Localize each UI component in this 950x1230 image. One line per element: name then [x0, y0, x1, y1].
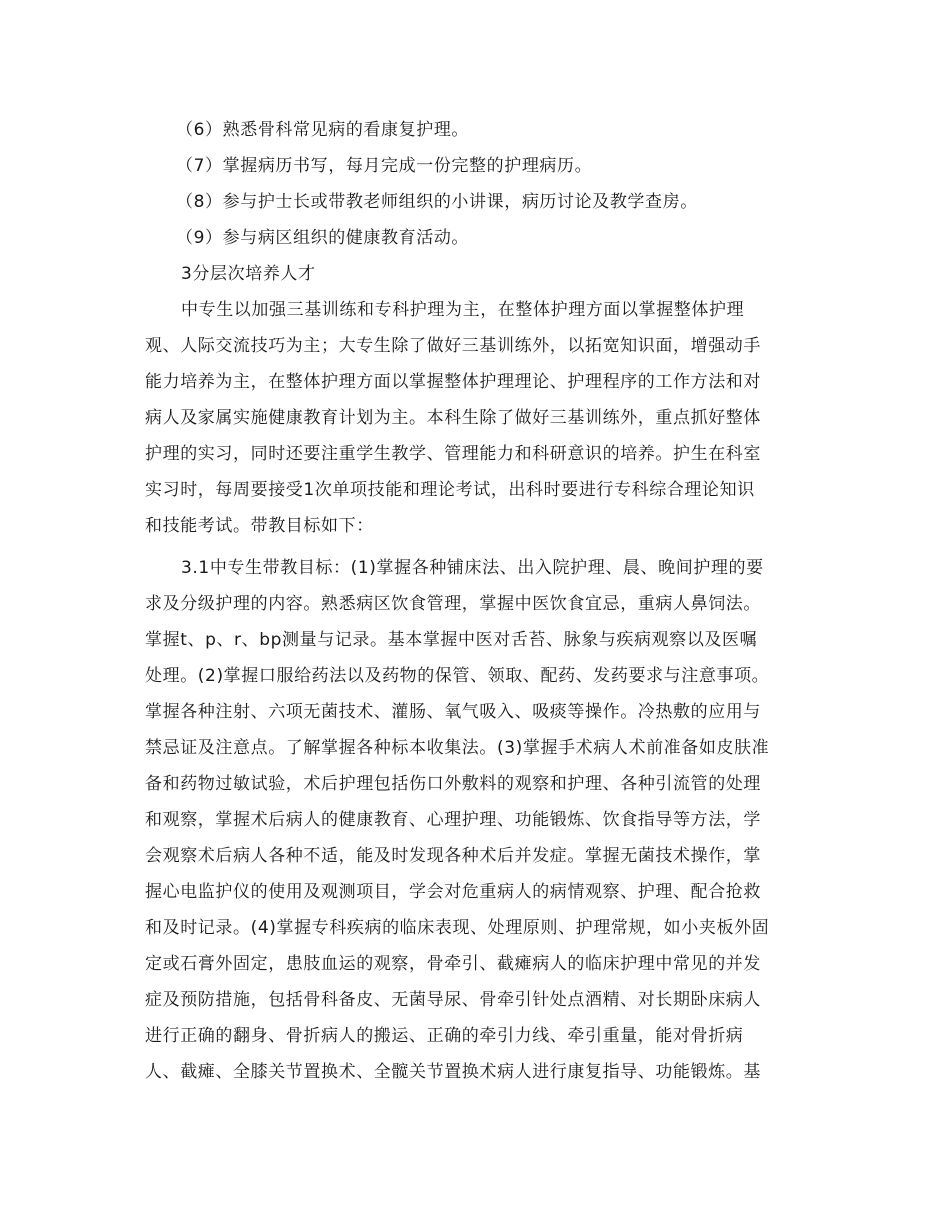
paragraph-line: 禁忌证及注意点。了解掌握各种标本收集法。(3)掌握手术病人术前准备如皮肤准 — [145, 738, 770, 758]
paragraph-line: 进行正确的翻身、骨折病人的搬运、正确的牵引力线、牵引重量，能对骨折病 — [145, 1026, 744, 1046]
paragraph-line: 能力培养为主，在整体护理方面以掌握整体护理理论、护理程序的工作方法和对 — [145, 372, 761, 392]
paragraph-line: 定或石膏外固定，患肢血运的观察，骨牵引、截瘫病人的临床护理中常见的并发 — [145, 954, 761, 974]
paragraph-line: 人、截瘫、全膝关节置换术、全髋关节置换术病人进行康复指导、功能锻炼。基 — [145, 1062, 761, 1082]
paragraph-line: 观、人际交流技巧为主；大专生除了做好三基训练外，以拓宽知识面，增强动手 — [145, 336, 761, 356]
paragraph-line: 3.1中专生带教目标：(1)掌握各种铺床法、出入院护理、晨、晚间护理的要 — [181, 558, 764, 578]
paragraph-line: 病人及家属实施健康教育计划为主。本科生除了做好三基训练外，重点抓好整体 — [145, 408, 761, 428]
paragraph-line: 求及分级护理的内容。熟悉病区饮食管理，掌握中医饮食宜忌，重病人鼻饲法。 — [145, 594, 761, 614]
paragraph-line: 处理。(2)掌握口服给药法以及药物的保管、领取、配药、发药要求与注意事项。 — [145, 666, 770, 686]
paragraph-line: 症及预防措施，包括骨科备皮、无菌导尿、骨牵引针处点酒精、对长期卧床病人 — [145, 990, 761, 1010]
paragraph-line: 握心电监护仪的使用及观测项目，学会对危重病人的病情观察、护理、配合抢救 — [145, 882, 761, 902]
paragraph-line: 和技能考试。带教目标如下： — [145, 516, 374, 536]
paragraph-line: 实习时，每周要接受1次单项技能和理论考试，出科时要进行专科综合理论知识 — [145, 480, 755, 500]
paragraph-line: 掌握t、p、r、bp测量与记录。基本掌握中医对舌苔、脉象与疾病观察以及医嘱 — [145, 630, 758, 650]
paragraph-line: 和及时记录。(4)掌握专科疾病的临床表现、处理原则、护理常规，如小夹板外固 — [145, 918, 770, 938]
list-item: （9）参与病区组织的健康教育活动。 — [176, 228, 470, 248]
paragraph-line: 备和药物过敏试验，术后护理包括伤口外敷料的观察和护理、各种引流管的处理 — [145, 774, 761, 794]
section-heading: 3分层次培养人才 — [181, 264, 316, 284]
list-item: （8）参与护士长或带教老师组织的小讲课，病历讨论及教学查房。 — [176, 192, 698, 212]
list-item: （6）熟悉骨科常见病的看康复护理。 — [176, 120, 470, 140]
paragraph-line: 护理的实习，同时还要注重学生教学、管理能力和科研意识的培养。护生在科室 — [145, 444, 761, 464]
paragraph-line: 中专生以加强三基训练和专科护理为主，在整体护理方面以掌握整体护理 — [181, 300, 745, 320]
paragraph-line: 会观察术后病人各种不适，能及时发现各种术后并发症。掌握无菌技术操作，掌 — [145, 846, 761, 866]
list-item: （7）掌握病历书写，每月完成一份完整的护理病历。 — [176, 156, 593, 176]
paragraph-line: 掌握各种注射、六项无菌技术、灌肠、氧气吸入、吸痰等操作。冷热敷的应用与 — [145, 702, 761, 722]
paragraph-line: 和观察，掌握术后病人的健康教育、心理护理、功能锻炼、饮食指导等方法，学 — [145, 810, 761, 830]
